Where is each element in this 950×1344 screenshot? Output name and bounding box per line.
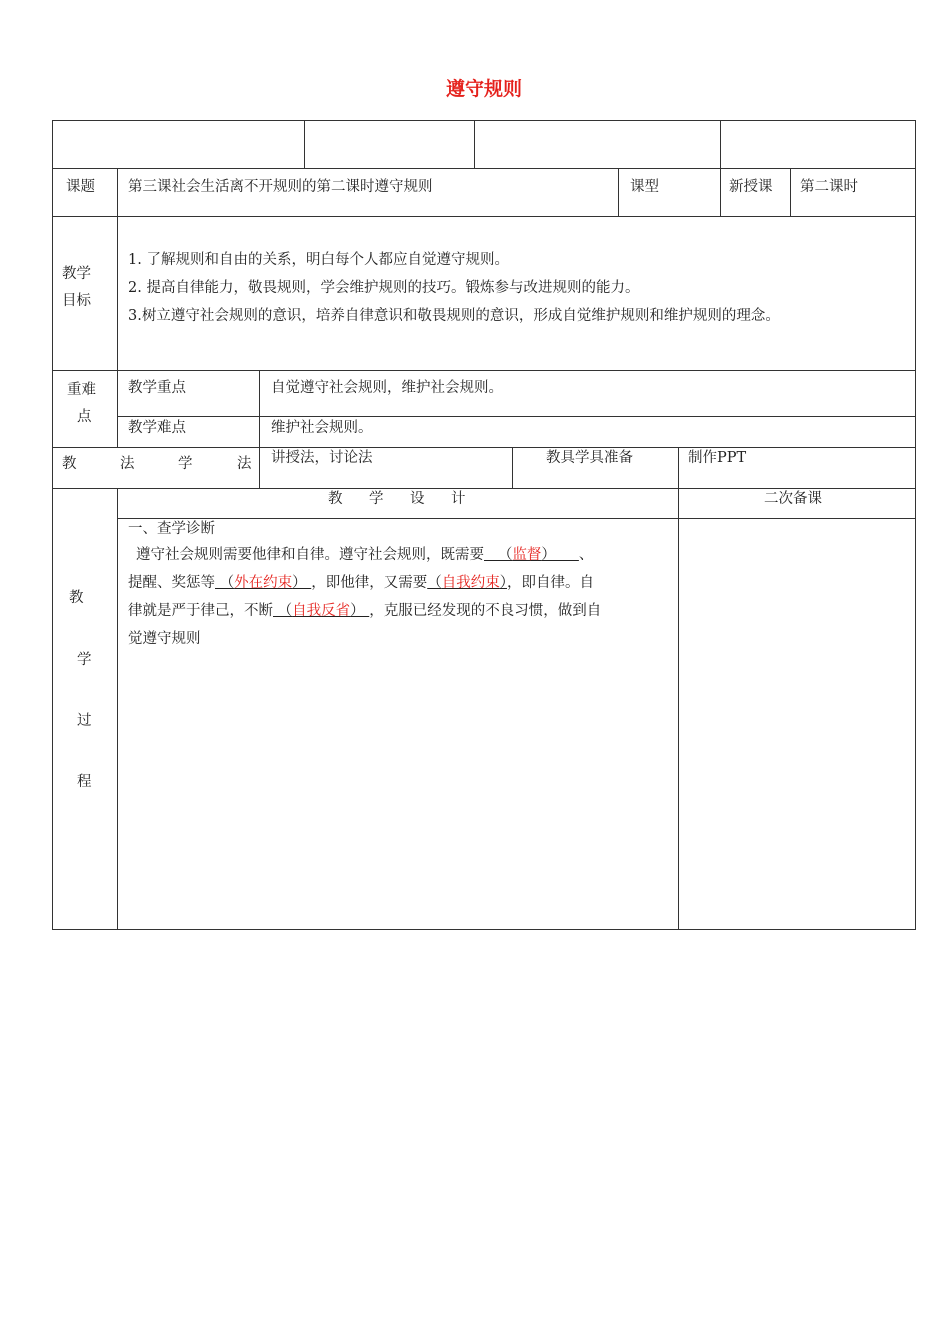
process-label-char-1: 教 — [69, 590, 84, 606]
topic-label: 课题 — [66, 179, 95, 195]
answer-supervision: 监督 — [512, 547, 542, 563]
process-line-1: 遵守社会规则需要他律和自律。遵守社会规则，既需要 （监督） 、 — [136, 547, 594, 563]
process-label-char-3: 过 — [77, 713, 92, 729]
key-label-line1: 重难 — [67, 382, 96, 398]
goal-item-2: 2. 提高自律能力，敬畏规则，学会维护规则的技巧。锻炼参与改进规则的能力。 — [128, 280, 640, 296]
lesson-type-value: 新授课 — [729, 179, 773, 195]
goal-item-3: 3.树立遵守社会规则的意识，培养自律意识和敬畏规则的意识，形成自觉维护规则和维护规则的理念。 — [128, 308, 780, 324]
document-title: 遵守规则 — [445, 78, 522, 100]
method-value: 讲授法，讨论法 — [271, 450, 373, 466]
section-heading: 一、查学诊断 — [128, 521, 215, 537]
teaching-difficulty-value: 维护社会规则。 — [271, 420, 373, 436]
process-label-char-2: 学 — [77, 652, 92, 668]
backup-header: 二次备课 — [764, 491, 822, 507]
answer-self-reflection: 自我反省 — [292, 603, 351, 619]
teaching-focus-label: 教学重点 — [128, 380, 186, 396]
lesson-type-label: 课型 — [630, 179, 659, 195]
answer-external-constraint: 外在约束 — [234, 575, 293, 591]
method-label-char-2: 法 — [120, 456, 135, 472]
prep-value: 制作PPT — [688, 450, 747, 466]
process-line-3: 律就是严于律己，不断 （自我反省） ，克服已经发现的不良习惯，做到自 — [128, 603, 602, 619]
process-label-char-4: 程 — [77, 774, 92, 790]
teaching-focus-value: 自觉遵守社会规则，维护社会规则。 — [271, 380, 503, 396]
teaching-difficulty-label: 教学难点 — [128, 420, 186, 436]
process-line-2: 提醒、奖惩等 （外在约束） ，即他律，又需要（自我约束），即自律。自 — [128, 575, 594, 591]
method-label-char-3: 学 — [178, 456, 193, 472]
answer-self-constraint: 自我约束 — [441, 575, 500, 591]
prep-label: 教具学具准备 — [546, 450, 633, 466]
goals-label-line1: 教学 — [62, 266, 91, 282]
key-label-line2: 点 — [77, 409, 92, 425]
method-label-char-1: 教 — [62, 456, 77, 472]
method-label-char-4: 法 — [237, 456, 252, 472]
goal-item-1: 1. 了解规则和自由的关系，明白每个人都应自觉遵守规则。 — [128, 252, 509, 268]
design-header: 教 学 设 计 — [328, 491, 472, 507]
goals-label-line2: 目标 — [62, 293, 91, 309]
lesson-period: 第二课时 — [800, 179, 858, 195]
process-line-4: 觉遵守规则 — [128, 631, 201, 647]
topic-value: 第三课社会生活离不开规则的第二课时遵守规则 — [128, 179, 433, 195]
